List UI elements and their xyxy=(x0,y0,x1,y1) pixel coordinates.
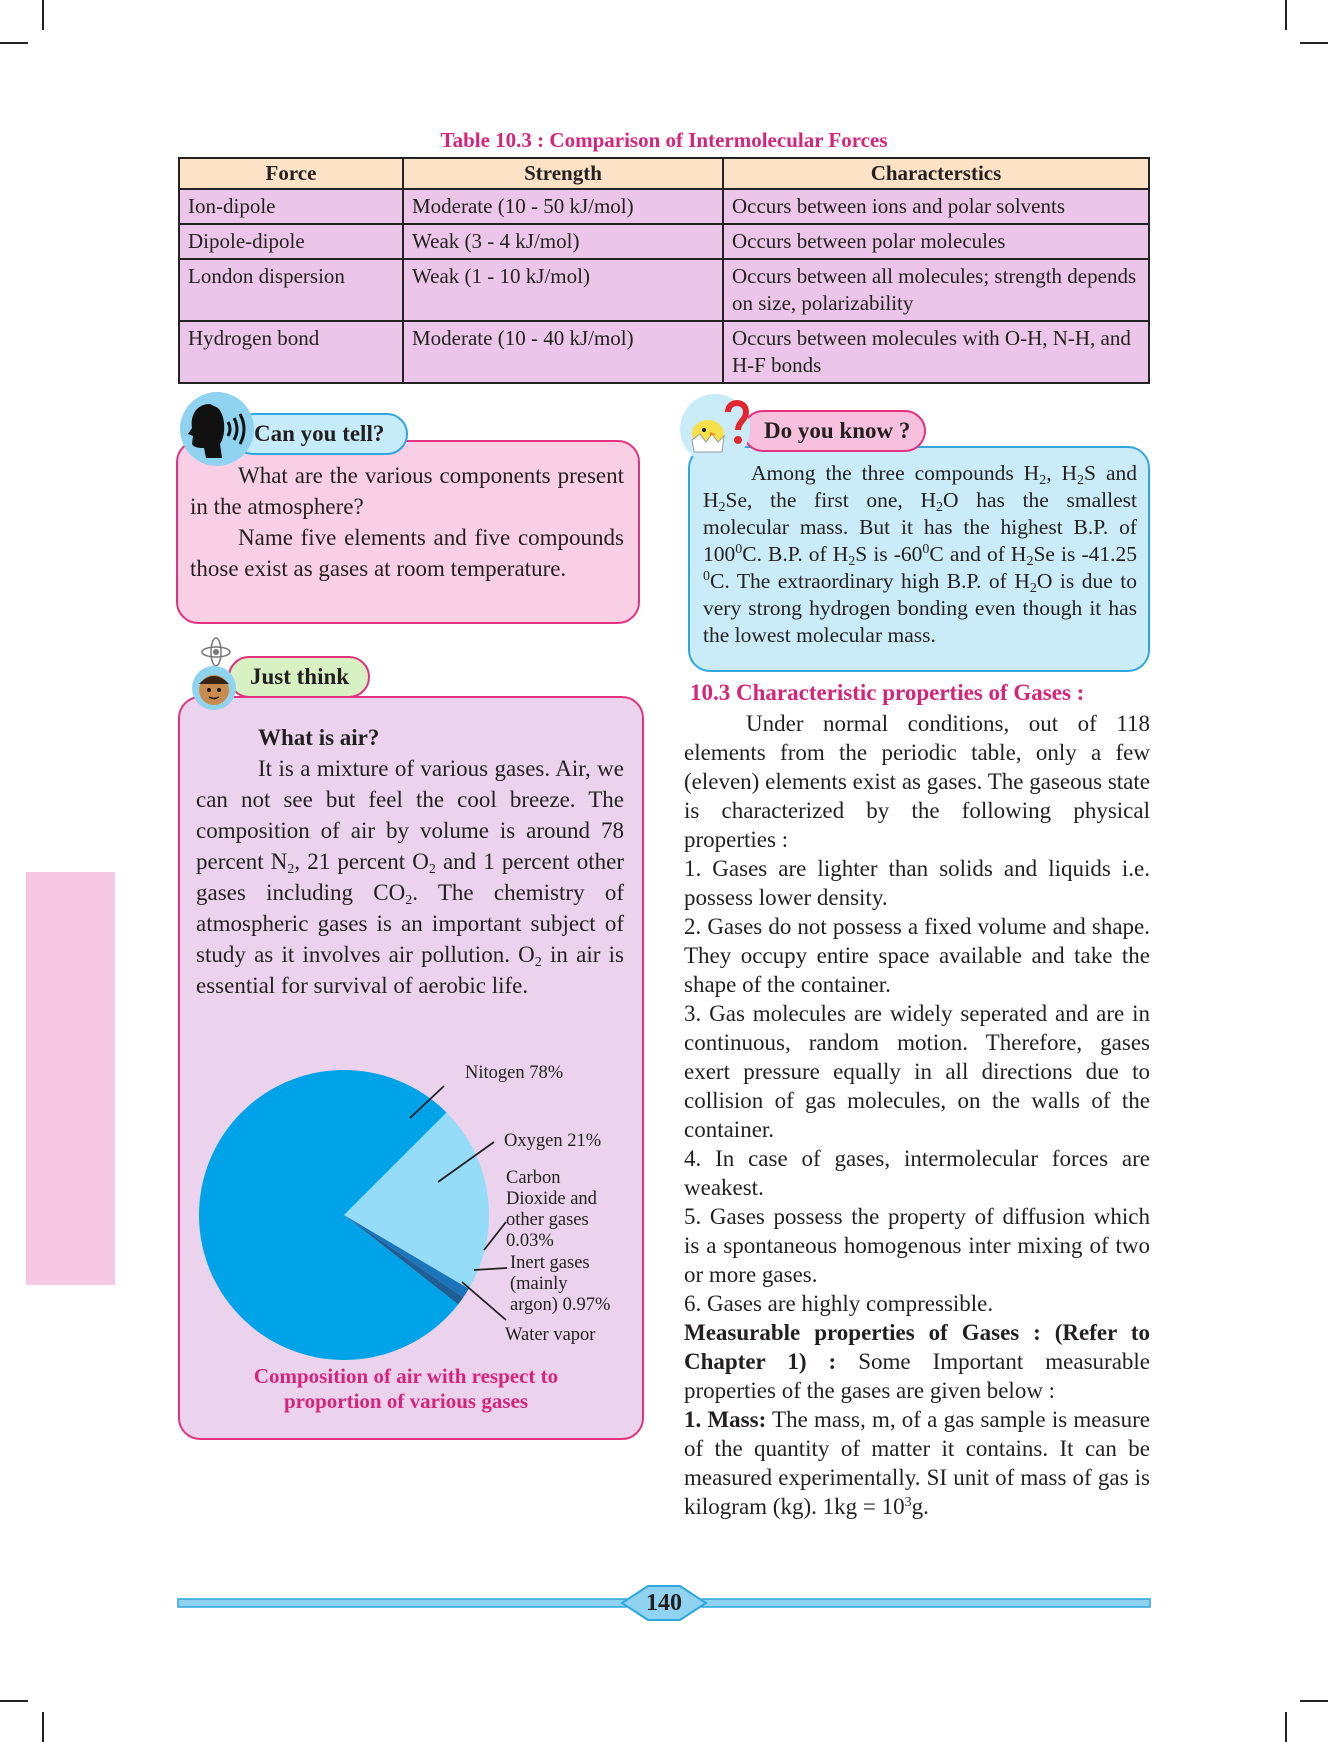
cell-characteristics: Occurs between molecules with O-H, N-H, and H-F bonds xyxy=(723,321,1149,383)
cell-characteristics: Occurs between all molecules; strength depends on size, polarizability xyxy=(723,259,1149,321)
question-1: What are the various components present in the atmosphere? xyxy=(190,463,624,519)
measurable-heading: Measurable properties of Gases : (Refer to Chapter 1) : xyxy=(684,1320,1150,1374)
label-nitrogen: Nitogen 78% xyxy=(465,1063,564,1083)
text-run: O is due to very strong hydrogen bonding even though it has the lowest molecular mass. xyxy=(703,569,1137,647)
subscript: 2 xyxy=(1026,554,1034,569)
subscript: 2 xyxy=(848,554,856,569)
question-2: Name five elements and five compounds those exist as gases at room temperature. xyxy=(190,525,624,581)
header-force: Force xyxy=(179,158,403,189)
subscript: 2 xyxy=(534,955,542,970)
subscript: 2 xyxy=(936,500,944,515)
cell-force: Dipole-dipole xyxy=(179,224,403,259)
property-item: 6. Gases are highly compressible. xyxy=(684,1291,994,1316)
text-run: , 21 percent O xyxy=(294,849,429,874)
text-run: C and of H xyxy=(929,542,1027,566)
text-run: S is -60 xyxy=(855,542,923,566)
gas-properties-text xyxy=(684,709,1150,1521)
section-intro: Under normal conditions, out of 118 elements from the periodic table, only a few (eleven) elements exist as gases. The gaseous state is characterized by the following physical properties : xyxy=(684,711,1150,852)
cell-strength: Moderate (10 - 40 kJ/mol) xyxy=(403,321,723,383)
property-item: 3. Gas molecules are widely seperated and are in continuous, random motion. Therefore, gases exert pressure equally in all directions due to collision of gas molecules, on the walls of the container. xyxy=(684,1001,1150,1142)
property-item: 1. Gases are lighter than solids and liquids i.e. possess lower density. xyxy=(684,856,1150,910)
text-run: and 1 percent other gases including CO xyxy=(196,849,624,905)
measurable-properties: Measurable properties of Gases : (Refer to Chapter 1) : Some Important measurable properties of the gases are given below : xyxy=(684,1320,1151,1403)
superscript: 0 xyxy=(735,542,743,557)
subscript: 2 xyxy=(718,500,726,515)
just-think-heading: What is air? xyxy=(258,725,380,750)
cell-strength: Weak (1 - 10 kJ/mol) xyxy=(403,259,723,321)
section-title: 10.3 Characteristic properties of Gases : xyxy=(690,680,1085,705)
page-number: 140 xyxy=(646,1590,682,1616)
subscript: 2 xyxy=(405,893,413,908)
header-characteristics: Characterstics xyxy=(723,158,1149,189)
text-run: in air is essential for survival of aerobic life. xyxy=(196,942,624,998)
subscript: 2 xyxy=(1029,581,1037,596)
do-you-know-title: Do you know ? xyxy=(742,410,926,452)
cell-force: Ion-dipole xyxy=(179,189,403,224)
text-run: It is a mixture of various gases. Air, we can not see but feel the cool breeze. The composition of air by volume is around 78 percent N xyxy=(196,756,624,874)
label-carbon-dioxide: Carbon Dioxide and other gases 0.03% xyxy=(506,1168,597,1251)
superscript: 0 xyxy=(703,569,710,584)
text-run: , H xyxy=(1046,461,1078,485)
property-item: 5. Gases possess the property of diffusion which is a spontaneous homogenous inter mixing of two or more gases. xyxy=(684,1204,1150,1287)
text-run: . The chemistry of atmospheric gases is an important subject of study as it involves air pollution. O xyxy=(196,880,625,967)
text-run: C. B.P. of H xyxy=(742,542,849,566)
text-run: C. The extraordinary high B.P. of H xyxy=(710,569,1030,593)
text-run: O has the smallest molecular mass. But it has the highest B.P. of 100 xyxy=(703,488,1138,566)
cell-strength: Weak (3 - 4 kJ/mol) xyxy=(403,224,723,259)
subscript: 2 xyxy=(1039,473,1047,488)
property-item: 4. In case of gases, intermolecular forces are weakest. xyxy=(684,1146,1150,1200)
superscript: 0 xyxy=(922,542,930,557)
label-water-vapor: Water vapor xyxy=(505,1325,596,1345)
subscript: 2 xyxy=(287,862,295,877)
pie-caption: Composition of air with respect to proportion of various gases xyxy=(253,1364,559,1413)
just-think-title: Just think xyxy=(228,656,370,698)
subscript: 2 xyxy=(428,862,436,877)
label-inert-gases: Inert gases (mainly argon) 0.97% xyxy=(510,1253,611,1315)
text-run: Among the three compounds H xyxy=(751,461,1040,485)
mass-heading: 1. Mass: xyxy=(684,1407,767,1432)
subscript: 2 xyxy=(1077,473,1085,488)
label-oxygen: Oxygen 21% xyxy=(504,1131,602,1151)
table-caption: Table 10.3 : Comparison of Intermolecular Forces xyxy=(440,128,888,152)
can-you-tell-title: Can you tell? xyxy=(232,413,408,455)
cell-force: Hydrogen bond xyxy=(179,321,403,383)
text-run: Se is -41.25 xyxy=(1033,542,1137,566)
text-run: S and H xyxy=(703,461,1137,512)
header-strength: Strength xyxy=(403,158,723,189)
cell-strength: Moderate (10 - 50 kJ/mol) xyxy=(403,189,723,224)
cell-characteristics: Occurs between polar molecules xyxy=(723,224,1149,259)
cell-force: London dispersion xyxy=(179,259,403,321)
mass-property: 1. Mass: The mass, m, of a gas sample is measure of the quantity of matter it contains. It can be measured experimentally. SI unit of mass of gas is kilogram (kg). $1kg = 10^3g$. xyxy=(684,1407,1150,1519)
text-run: Se, the first one, H xyxy=(725,488,937,512)
property-item: 2. Gases do not possess a fixed volume and shape. They occupy entire space available and take the shape of the container. xyxy=(684,914,1150,997)
cell-characteristics: Occurs between ions and polar solvents xyxy=(723,189,1149,224)
